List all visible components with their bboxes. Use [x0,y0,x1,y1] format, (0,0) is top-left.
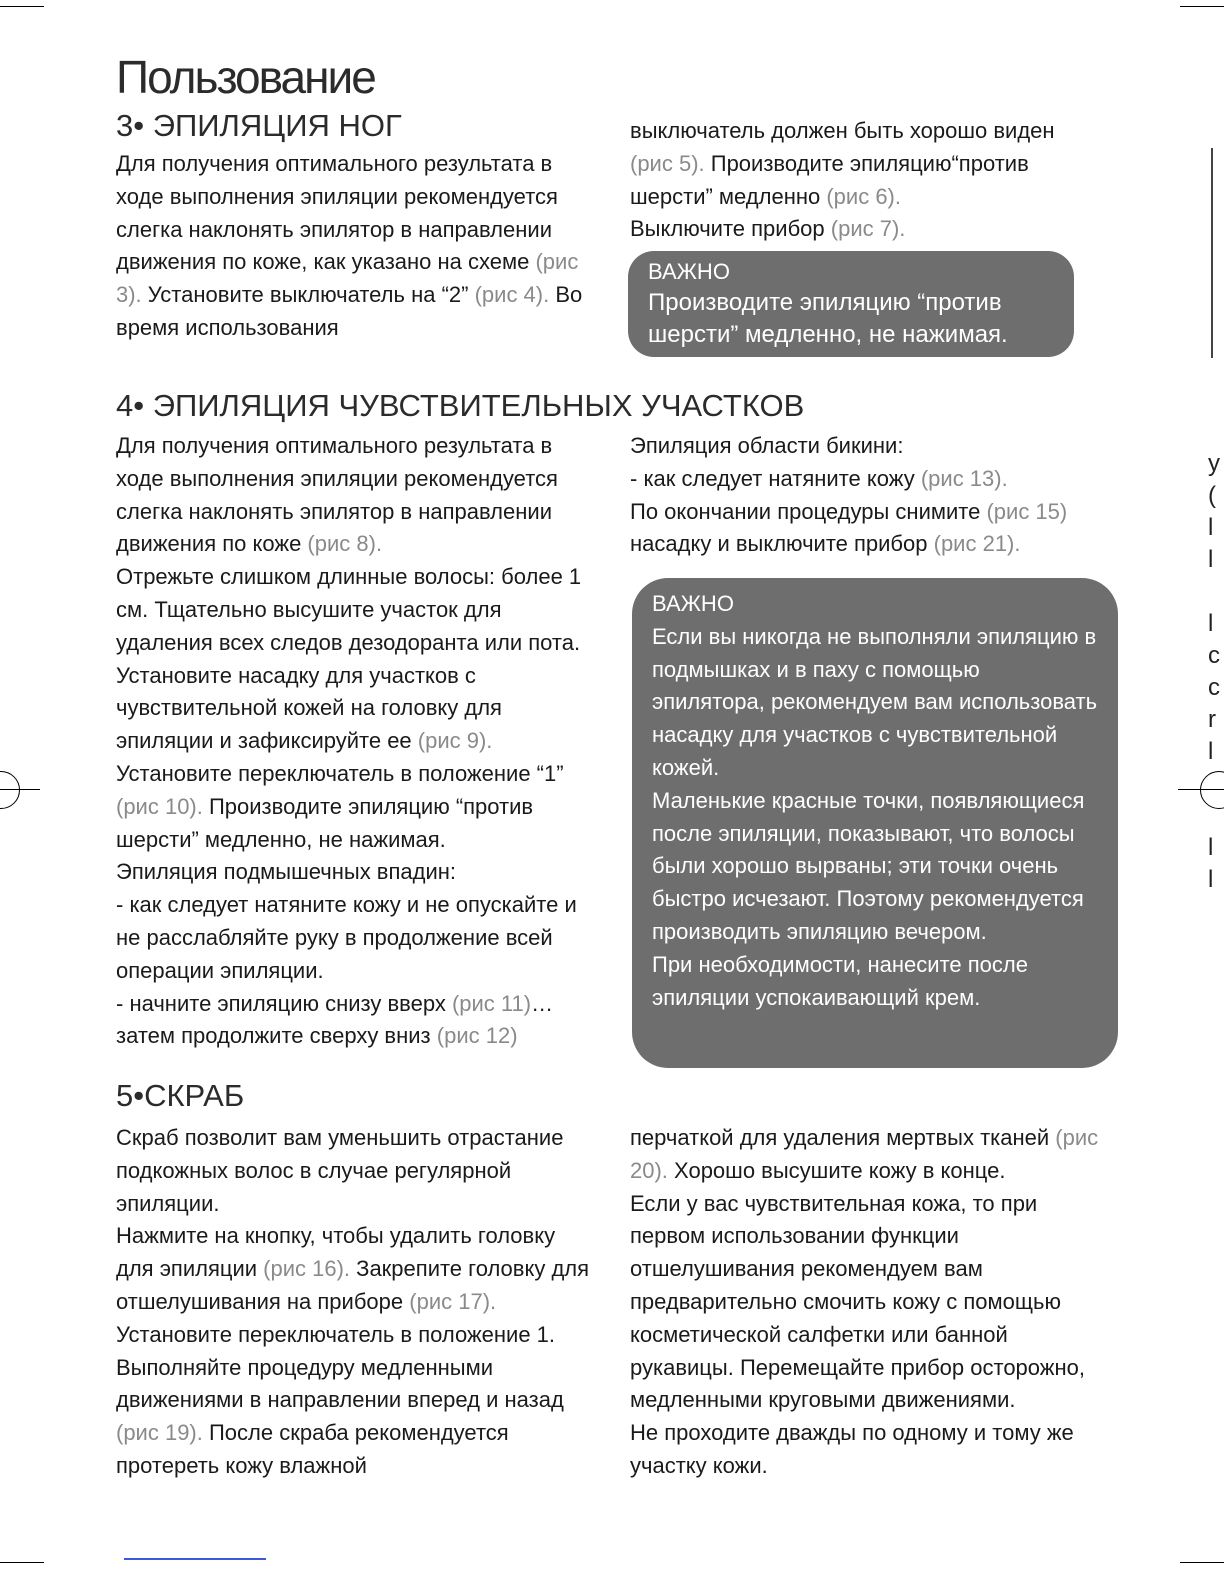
crop-mark-bottom-left [0,1562,44,1563]
important-box-section-4 [632,578,1118,1068]
figure-reference: (рис 8). [307,531,383,557]
section-3-right-paragraph: выключатель должен быть хорошо виден (рис 5). Производите эпиляцию“против шерсти” медленно (рис 6). [630,118,1055,209]
figure-reference: (рис 17). [409,1288,497,1314]
registration-circle-left [0,771,20,809]
crop-mark-top-left [0,6,44,7]
figure-reference: (рис 5). [630,150,705,176]
figure-reference: (рис 4). [474,282,550,308]
figure-reference: (рис 10). [116,793,203,819]
figure-reference: (рис 7). [830,216,906,242]
section-3-paragraph: Для получения оптимального результата в ходе выполнения эпиляции рекомендуется слегка наклонять эпилятор в направлении движения по коже, как указано на схеме (рис 3). Установите выключатель на “2” (рис 4). Во время использования [116,151,583,340]
figure-reference: (рис 3). [116,249,579,308]
section-4-right-paragraph: - как следует натяните кожу (рис 13). [630,465,1008,491]
section-5-right-paragraph: Не проходите дважды по одному и тому же участку кожи. [630,1420,1074,1478]
registration-line-left [0,789,40,790]
section-4-paragraph: - начните эпиляцию снизу вверх (рис 11)… затем продолжите сверху вниз (рис 12) [116,990,554,1049]
important-text: Маленькие красные точки, появляющиеся после эпиляции, показывают, что волосы были хорошо вырваны; эти точки очень быстро исчезают. Поэтому рекомендуется производить эпиляцию вечером. [652,787,1085,944]
section-4-heading: 4• ЭПИЛЯЦИЯ ЧУВСТВИТЕЛЬНЫХ УЧАСТКОВ [116,388,805,423]
section-4-right-paragraph: По окончании процедуры снимите (рис 15) насадку и выключите прибор (рис 21). [630,498,1068,557]
figure-reference: (рис 15) [986,498,1068,524]
section-5-right-paragraph: перчаткой для удаления мертвых тканей (рис 20). Хорошо высушите кожу в конце. [630,1125,1099,1183]
figure-reference: (рис 13). [920,465,1008,491]
crop-mark-bottom-right [1180,1562,1224,1563]
important-title: ВАЖНО [648,259,730,284]
figure-reference: (рис 12) [436,1023,518,1049]
figure-reference: (рис 9). [417,728,493,754]
right-edge-bar [1211,148,1213,358]
important-title: ВАЖНО [652,591,734,616]
important-box-section-3 [628,251,1074,357]
section-4-paragraph: Отрежьте слишком длинные волосы: более 1 см. Тщательно высушите участок для удаления всех следов дезодоранта или пота. [116,564,582,655]
section-4-paragraph: - как следует натяните кожу и не опускайте и не расслабляйте руку в продолжение всей операции эпиляции. [116,892,577,983]
section-3-right-column [630,115,1100,246]
next-page-edge-text: у ( l l l c с r l l l [1208,450,1220,893]
section-5-left-column [116,1122,596,1483]
section-4-left-column [116,430,600,1053]
figure-reference: (рис 6). [826,183,901,209]
section-4-paragraph: Установите переключатель в положение “1” (рис 10). Производите эпиляцию “против шерсти” медленно, не нажимая. [116,760,564,852]
section-4-paragraph: Установите насадку для участков с чувствительной кожей на головку для эпиляции и зафиксируйте ее (рис 9). [116,662,502,754]
section-5-right-paragraph: Если у вас чувствительная кожа, то при первом использовании функции отшелушивания рекомендуем вам предварительно смочить кожу с помощью косметической салфетки или банной рукавицы. Перемещайте прибор осторожно, медленными круговыми движениями. [630,1190,1085,1413]
section-4-right-column [630,430,1100,561]
section-4-right-paragraph: Эпиляция области бикини: [630,433,904,458]
section-3-left-column [116,148,594,345]
section-5-paragraph: Нажмите на кнопку, чтобы удалить головку для эпиляции (рис 16). Закрепите головку для отшелушивания на приборе (рис 17). Установите переключатель в положение 1. Выполняйте процедуру медленными движениями в направлении вперед и назад (рис 19). После скраба рекомендуется протереть кожу влажной [116,1223,590,1478]
figure-reference: (рис 20). [630,1125,1099,1183]
figure-reference: (рис 19). [116,1420,203,1446]
important-text: При необходимости, нанесите после эпиляции успокаивающий крем. [652,951,1028,1010]
section-4-paragraph: Для получения оптимального результата в ходе выполнения эпиляции рекомендуется слегка наклонять эпилятор в направлении движения по коже (рис 8). [116,433,558,557]
page-title: Пользование [116,51,375,103]
section-4-paragraph: Эпиляция подмышечных впадин: [116,859,457,885]
crop-mark-top-right [1180,6,1224,7]
figure-reference: (рис 21). [933,531,1021,557]
footer-rule [124,1558,266,1560]
section-5-right-column [630,1122,1100,1483]
section-3-right-paragraph: Выключите прибор (рис 7). [630,216,906,242]
important-text: Если вы никогда не выполняли эпиляцию в подмышках и в паху с помощью эпилятора, рекомендуем вам использовать насадку для участков с чувствительной кожей. [652,623,1098,780]
section-5-paragraph: Скраб позволит вам уменьшить отрастание подкожных волос в случае регулярной эпиляции. [116,1125,564,1216]
section-3-heading: 3• ЭПИЛЯЦИЯ НОГ [116,108,402,143]
important-text: Производите эпиляцию “против шерсти” медленно, не нажимая. [648,289,1008,348]
section-5-heading: 5•СКРАБ [116,1078,245,1113]
figure-reference: (рис 11) [451,990,532,1016]
figure-reference: (рис 16). [263,1256,351,1282]
